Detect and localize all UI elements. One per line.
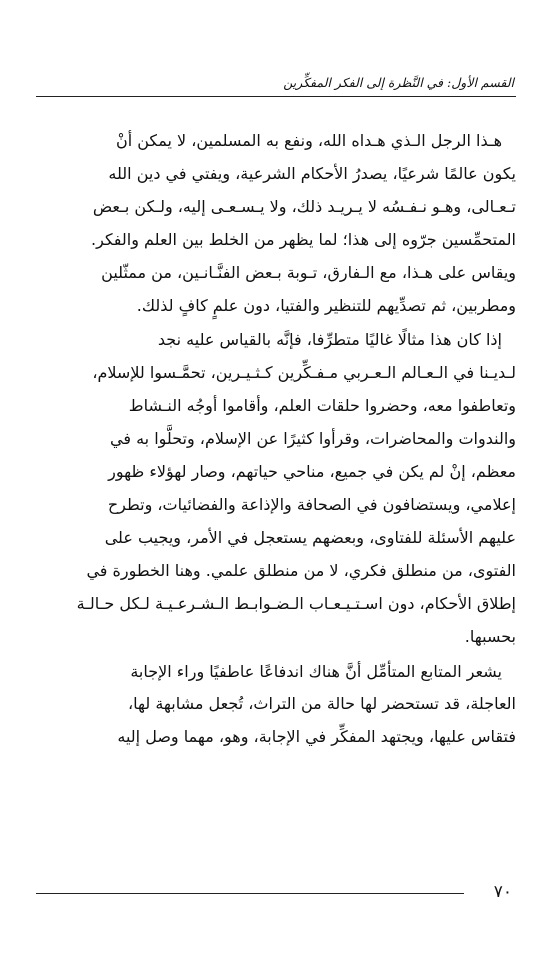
paragraph-2	[34, 324, 516, 653]
text-line: معظم، إنْ لم يكن في جميع، مناحي حياتهم، وصار لهؤلاء ظهور	[108, 462, 516, 482]
text-line: الفتوى، من منطلق فكري، لا من منطلق علمي. وهنا الخطورة في	[86, 560, 516, 580]
paragraph-3	[34, 656, 516, 755]
text-line: وتعاطفوا معه، وحضروا حلقات العلم، وأقاموا أوجُه النـشاط	[128, 396, 516, 416]
text-line: ويقاس على هـذا، مع الـفارق، تـوبة بـعض الفنَّـانـين، من ممثّلين	[101, 262, 516, 282]
text-line: إطلاق الأحكام، دون اسـتـيـعـاب الـضـوابـط الـشـرعـيـة لـكل حـالـة	[76, 593, 516, 613]
header-rule	[36, 96, 516, 97]
text-line: يكون عالمًا شرعيًا، يصدرُ الأحكام الشرعية، ويفتي في دين الله	[108, 163, 516, 183]
text-line: إعلامي، ويستضافون في الصحافة والإذاعة والفضائيات، وتطرح	[107, 494, 516, 514]
text-line: تـعـالى، وهـو نـفـسُه لا يـريـد ذلك، ولا يـسـعـى إليه، ولـكن بـعض	[92, 196, 516, 216]
text-line: العاجلة، قد تستحضر لها حالة من التراث، تُجعل مشابهة لها،	[127, 694, 516, 714]
text-line: المتحمِّسين جرّوه إلى هذا؛ لما يظهر من الخلط بين العلم والفكر.	[91, 229, 516, 249]
text-line: إذا كان هذا مثالًا غاليًا متطرِّفا، فإنَّه بالقياس عليه نجد	[157, 330, 502, 350]
text-line: فتقاس عليها، ويجتهد المفكِّر في الإجابة، وهو، مهما وصل إليه	[117, 727, 516, 747]
text-line: ومطربين، ثم تصدِّيهم للتنظير والفتيا، دون علمٍ كافٍ لذلك.	[136, 295, 516, 315]
text-line: هـذا الرجل الـذي هـداه الله، ونفع به المسلمين، لا يمكن أنْ	[115, 131, 502, 150]
page-number: ٧٠	[493, 882, 512, 902]
footer-rule	[36, 893, 464, 894]
body-text	[34, 125, 516, 754]
paragraph-1	[34, 125, 516, 322]
running-title: القسم الأول: في النَّظرة إلى الفكر المفكِّرين	[283, 75, 514, 90]
text-line: عليهم الأسئلة للفتاوى، وبعضهم يستعجل في الأمر، ويجيب على	[104, 527, 516, 547]
text-line: لـديـنا في الـعـالم الـعـربي مـفـكِّرين كـثـيـرين، تحمَّـسوا للإسلام،	[92, 363, 516, 383]
running-header	[38, 74, 514, 92]
text-line: والندوات والمحاضرات، وقرأوا كثيرًا عن الإسلام، وتحلَّوا به في	[110, 429, 516, 449]
text-line: بحسبها.	[464, 626, 516, 646]
text-line: يشعر المتابع المتأمِّل أنَّ هناك اندفاعًا عاطفيًا وراء الإجابة	[130, 661, 502, 681]
